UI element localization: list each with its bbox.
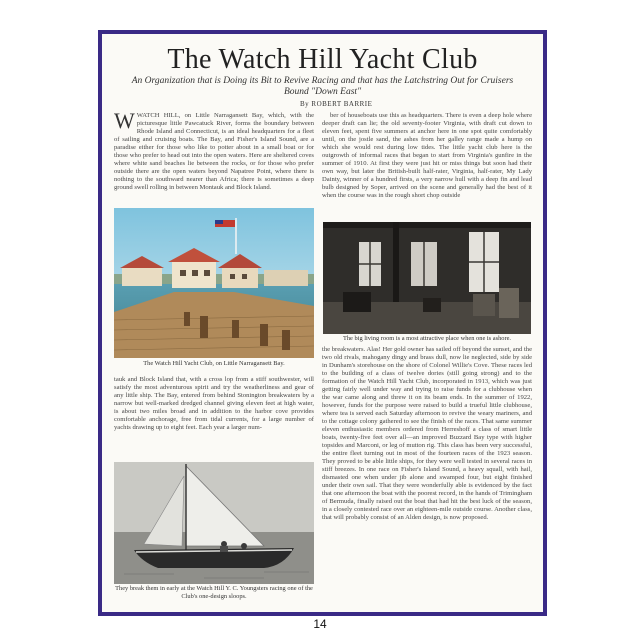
right-column-top-paragraph: ber of houseboats use this as headquarters. There is even a deep hole where deeper draft can lie; the old seventy-footer Virginia, with draft cut down to eleven feet, spent five summers at anchor here in one spot quite comfortably until, on the jostle sand, the ashes from her galley range made a hump on which she would rest during low tides. The little yacht club here is the outgrowth of informal races that began to start from Virginia's gunfire in the summer of 1910. At first they were just hit or miss things but soon had their own way, but later the British-built half-rater, Virginia, half-rater, My Lady Dainty, winner of a hundred firsts, a very narrow hull with a deep fin and lead bulb designed by Soper, arrived on the scene and generally had the best of it when the course was in the rough short chop outside	[322, 112, 532, 199]
harbor-photo	[114, 208, 314, 358]
article-subtitle: An Organization that is Doing its Bit to Revive Racing and that has the Latchstring Out for Cruisers Bound "Down East"	[131, 76, 514, 97]
right-column-top-text	[322, 112, 532, 222]
page-number: 14	[313, 617, 327, 631]
article-byline: By ROBERT BARRIE	[300, 100, 373, 108]
right-column-mid-paragraph: the breakwaters. Alas! Her gold owner has sailed off beyond the sunset, and the two old rivals, mahogany dingy and brass dull, now lie neglected, side by side in Dunham's storehouse on the shore of Colonel Willie's Cove. These races led to the building of a class of twelve dories (still going strong) and to the formation of the Watch Hill Yacht Club, incorporated in 1913, which was just getting fairly well under way and trying to raise funds for a clubhouse when the war came along and threw it on its beam ends. In the summer of 1922, however, funds for the purpose were raised to build a trueful little clubhouse, where tea is served each Saturday afternoon to revive the weary mariners, and to the cottage colony gathered to see the finish of the races. That same summer eleven enthusiastic members ordered from Herreshoff a class of smart little boats, twenty-five feet over all—an improved Buzzard Bay type with higher topsides and Marconi, or leg of mutton rig. This class has been very successful, the entire fleet turning out in most of the fourteen races of the 1923 season. They proved to be able little ships, for they were well tested in several races in stiff breezes. In one race on Fisher's Island Sound, a heavy squall, with hail, dismasted one when under jib alone and swamped four, but eight finished under their own sail. That they were wonderfully able is evidenced by the fact that one afternoon the boat with the poorest record, in the hands of Trimingham of Bermuda, finally raised out the boat that had hit the best luck of the season, in a closely contested race over an eighteen-mile outside course. Another class, that will probably consist of an Alden design, is now proposed.	[322, 346, 532, 521]
left-column-mid-text	[114, 376, 314, 460]
interior-photo	[323, 222, 531, 334]
drop-cap: W	[114, 112, 135, 133]
left-column-mid-paragraph: tauk and Block Island that, with a cross lop from a stiff southwester, will satisfy the most adventurous spirit and try the weatherliness and gear of any little ship. The Bay, entered from behind Stonington breakwaters by a narrow but well-marked dredged channel giving eleven feet at high water, is about two miles broad and in addition to the harbor cove provides comfortable anchorage, free from tidal currents, for a large number of yachts drawing up to eight feet. Each year a larger num-	[114, 376, 314, 431]
left-column-top-paragraph: WATCH HILL, on Little Narragansett Bay, which, with the picturesque little Pawcatuck River, forms the boundary between Rhode Island and Connecticut, is an ideal headquarters for a fleet of sailing and cruising boats. The Bay, and Fisher's Island Sound, are a paradise either for those who like to potter about in a small boat or for those who prefer to head out into the open waters. Here are sheltered coves where white sand beaches lie between the rocks, or for those who prefer outside there are the open waters beyond Napatree Point, where there is nothing to the southward nearer than Africa; there is sometimes a deep ground swell rolling in between Montauk and Block Island.	[114, 112, 314, 191]
sailboat-photo-caption: They break them in early at the Watch Hill Y. C. Youngsters racing one of the Club's one-design sloops.	[115, 585, 313, 600]
harbor-photo-caption: The Watch Hill Yacht Club, on Little Narragansett Bay.	[143, 360, 285, 367]
right-column-mid-text	[322, 346, 532, 608]
left-column-top-text	[114, 112, 314, 206]
article-title: The Watch Hill Yacht Club	[167, 44, 478, 75]
interior-photo-caption: The big living room is a most attractive place when one is ashore.	[342, 335, 512, 342]
sailboat-photo	[114, 462, 314, 584]
